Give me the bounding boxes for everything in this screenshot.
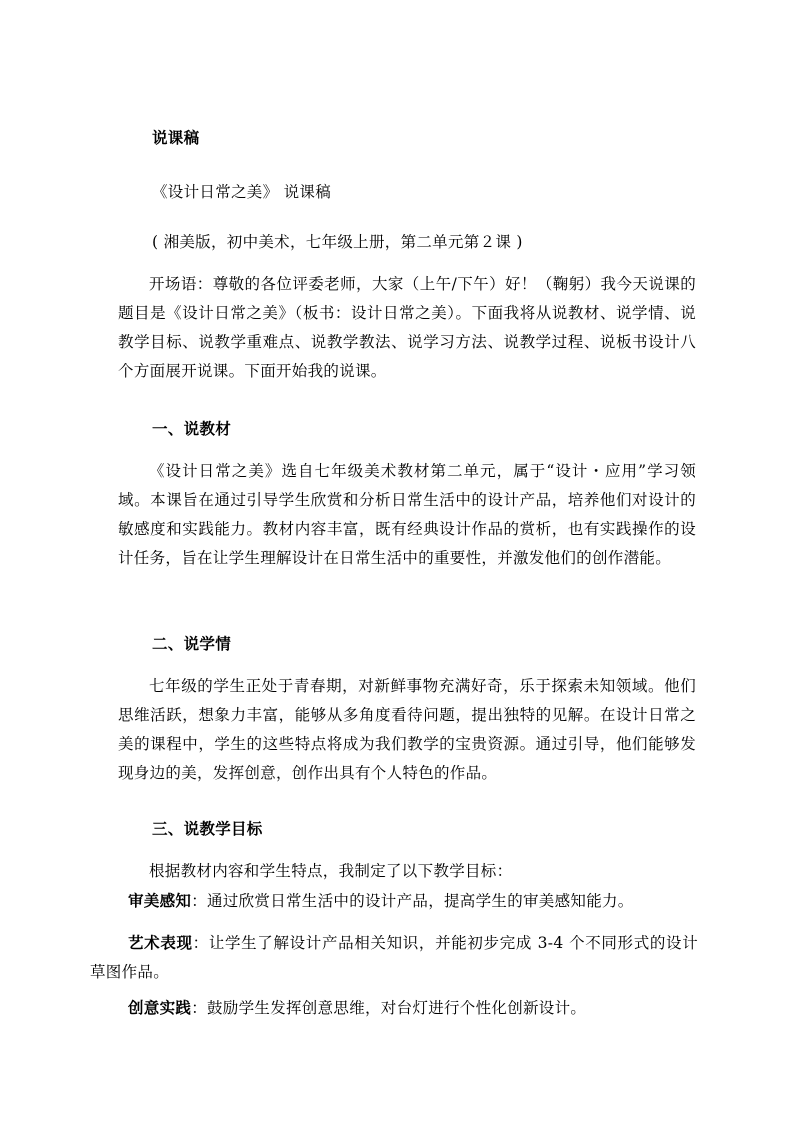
section-body-goals: 根据教材内容和学生特点，我制定了以下教学目标： <box>149 862 513 880</box>
goal-aesthetic <box>90 887 698 916</box>
page-title: 说课稿 <box>152 129 200 147</box>
section-body-textbook: 《设计日常之美》选自七年级美术教材第二单元，属于“设计・应用”学习领域。本课旨在通过引导学生欣赏和分析日常生活中的设计产品，培养他们对设计的敏感度和实践能力。教材内容丰富，既有经典设计作品的赏析，也有实践操作的设计任务，旨在让学生理解设计在日常生活中的重要性，并激发他们的创作潜能。 <box>118 462 696 567</box>
opening-paragraph: 开场语：尊敬的各位评委老师，大家（上午/下午）好！（鞠躬）我今天说课的题目是《设计日常之美》（板书：设计日常之美）。下面我将从说教材、说学情、说教学目标、说教学重难点、说教学教法、说学习方法、说教学过程、说板书设计八个方面展开说课。下面开始我的说课。 <box>118 275 696 380</box>
goal-text: ：让学生了解设计产品相关知识，并能初步完成 3-4 个不同形式的设计草图作品。 <box>90 934 698 981</box>
goal-label: 创意实践 <box>128 999 192 1017</box>
section-body-students: 七年级的学生正处于青春期，对新鲜事物充满好奇，乐于探索未知领域。他们思维活跃，想象力丰富，能够从多角度看待问题，提出独特的见解。在设计日常之美的课程中，学生的这些特点将成为我们教学的宝贵资源。通过引导，他们能够发现身边的美，发挥创意，创作出具有个人特色的作品。 <box>118 677 696 782</box>
goal-label: 审美感知 <box>128 892 192 910</box>
goal-expression <box>90 929 698 987</box>
section-heading-textbook: 一、说教材 <box>152 420 232 438</box>
goal-text: ：通过欣赏日常生活中的设计产品，提高学生的审美感知能力。 <box>191 892 634 910</box>
goal-label: 艺术表现 <box>128 934 193 952</box>
goal-practice <box>90 994 698 1023</box>
document-subtitle: 《设计日常之美》 说课稿 <box>152 183 332 201</box>
section-heading-goals: 三、说教学目标 <box>152 820 263 838</box>
section-heading-students: 二、说学情 <box>152 635 232 653</box>
goal-text: ：鼓励学生发挥创意思维，对台灯进行个性化创新设计。 <box>191 999 587 1017</box>
edition-note: ( 湘美版，初中美术，七年级上册，第二单元第２课 ) <box>152 233 523 251</box>
